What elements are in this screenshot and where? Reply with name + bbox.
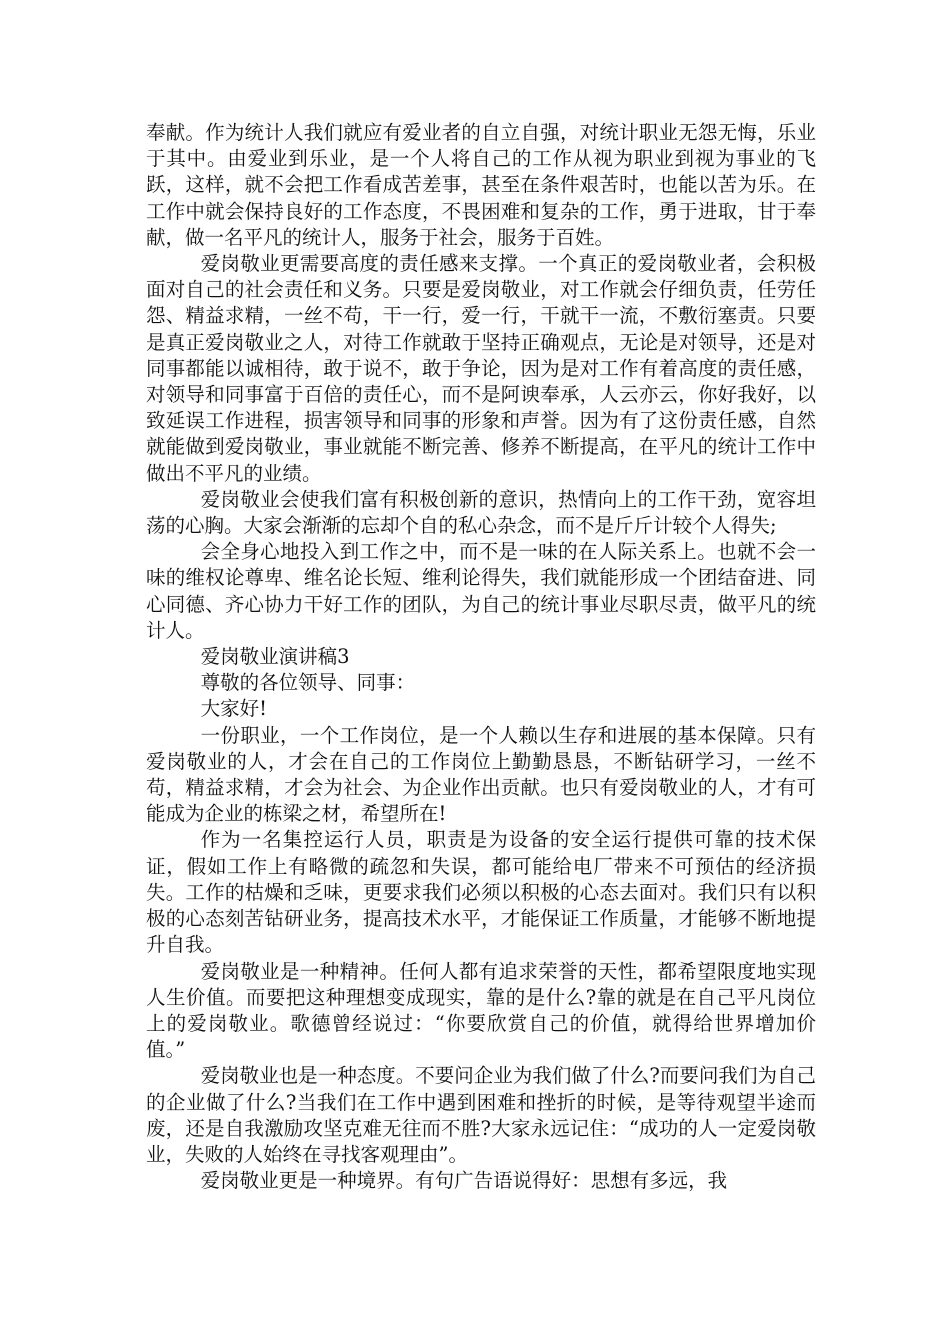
paragraph-4: 会全身心地投入到工作之中，而不是一味的在人际关系上。也就不会一味的维权论尊卑、维名论长短、维利论得失，我们就能形成一个团结奋进、同心同德、齐心协力干好工作的团队，为自己的统计事业尽职尽责，做平凡的统计人。 [146,540,816,642]
document-body [146,120,816,1194]
paragraph-6: 作为一名集控运行人员，职责是为设备的安全运行提供可靠的技术保证，假如工作上有略微的疏忽和失误，都可能给电厂带来不可预估的经济损失。工作的枯燥和乏味，更要求我们必须以积极的心态去面对。我们只有以积极的心态刻苦钻研业务，提高技术水平，才能保证工作质量，才能够不断地提升自我。 [146,828,816,957]
paragraph-1: 奉献。作为统计人我们就应有爱业者的自立自强，对统计职业无怨无悔，乐业于其中。由爱业到乐业，是一个人将自己的工作从视为职业到视为事业的飞跃，这样，就不会把工作看成苦差事，甚至在条件艰苦时，也能以苦为乐。在工作中就会保持良好的工作态度，不畏困难和复杂的工作，勇于进取，甘于奉献，做一名平凡的统计人，服务于社会，服务于百姓。 [146,121,816,249]
paragraph-5: 一份职业，一个工作岗位，是一个人赖以生存和进展的基本保障。只有爱岗敬业的人，才会在自己的工作岗位上勤勤恳恳，不断钻研学习，一丝不苟，精益求精，才会为社会、为企业作出贡献。也只有爱岗敬业的人，才有可能成为企业的栋梁之材，希望所在! [146,723,816,826]
greeting: 大家好! [200,697,267,721]
salutation: 尊敬的各位领导、同事： [200,671,416,695]
paragraph-3: 爱岗敬业会使我们富有积极创新的意识，热情向上的工作干劲，宽容坦荡的心胸。大家会渐渐的忘却个自的私心杂念，而不是斤斤计较个人得失; [146,487,816,538]
section-heading: 爱岗敬业演讲稿3 [200,645,350,669]
paragraph-8: 爱岗敬业也是一种态度。不要问企业为我们做了什么?而要问我们为自己的企业做了什么?当我们在工作中遇到困难和挫折的时候，是等待观望半途而废，还是自我激励攻坚克难无往而不胜?大家永远记住：“成功的人一定爱岗敬业，失败的人始终在寻找客观理由”。 [146,1064,816,1166]
paragraph-9: 爱岗敬业更是一种境界。有句广告语说得好：思想有多远，我 [200,1169,728,1193]
paragraph-2: 爱岗敬业更需要高度的责任感来支撑。一个真正的爱岗敬业者，会积极面对自己的社会责任和义务。只要是爱岗敬业，对工作就会仔细负责，任劳任怨、精益求精，一丝不苟，干一行，爱一行，干就干一流，不敷衍塞责。只要是真正爱岗敬业之人，对待工作就敢于坚持正确观点，无论是对领导，还是对同事都能以诚相待，敢于说不，敢于争论，因为是对工作有着高度的责任感，对领导和同事富于百倍的责任心，而不是阿谀奉承，人云亦云，你好我好，以致延误工作进程，损害领导和同事的形象和声誉。因为有了这份责任感，自然就能做到爱岗敬业，事业就能不断完善、修养不断提高，在平凡的统计工作中做出不平凡的业绩。 [146,252,816,485]
paragraph-7: 爱岗敬业是一种精神。任何人都有追求荣誉的天性，都希望限度地实现人生价值。而要把这种理想变成现实，靠的是什么?靠的就是在自己平凡岗位上的爱岗敬业。歌德曾经说过：“你要欣赏自己的价值，就得给世界增加价值。” [146,959,816,1062]
